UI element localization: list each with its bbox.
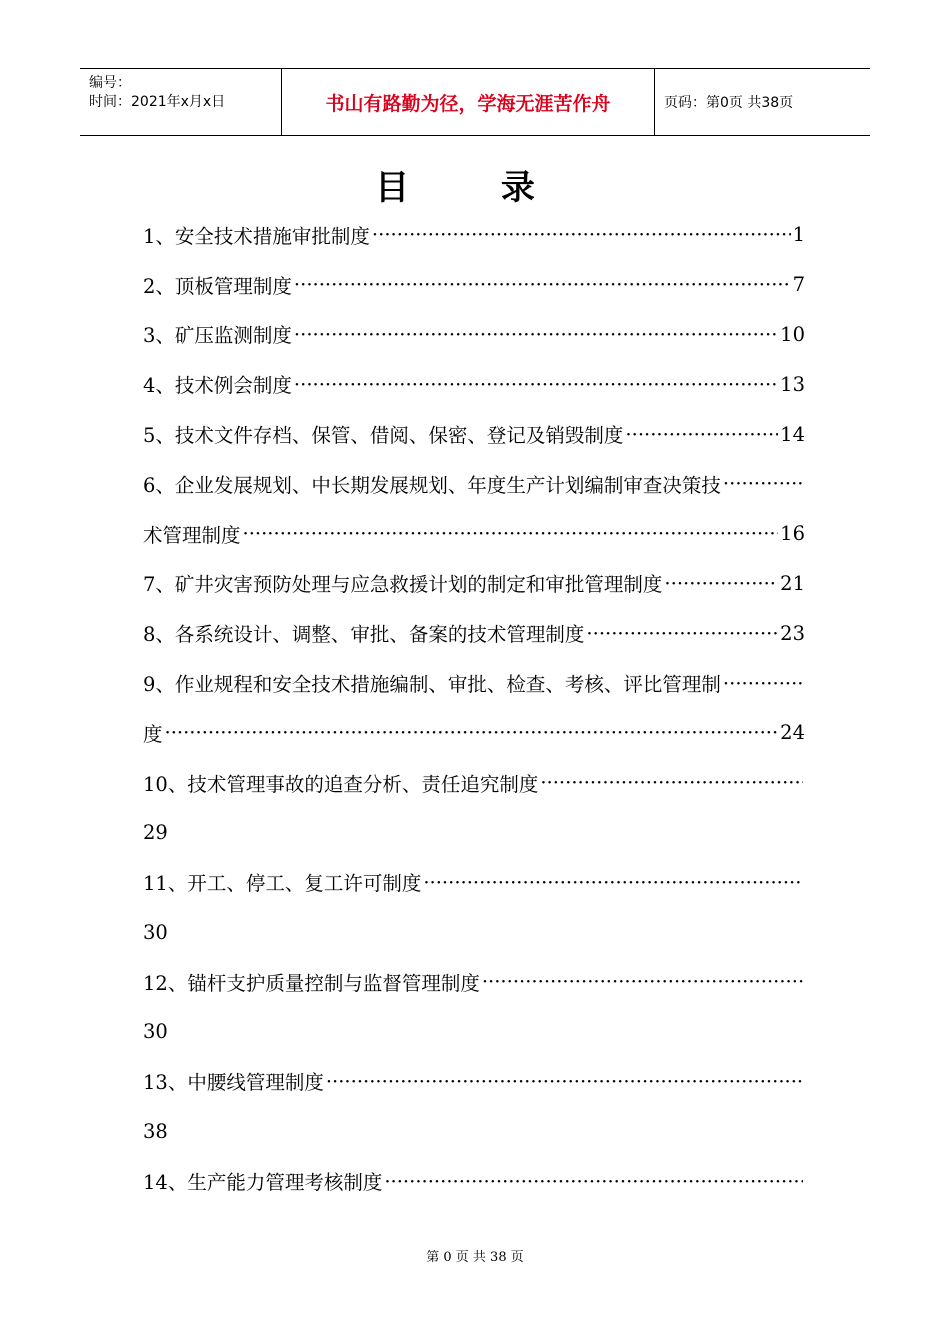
toc-page-number: 21 — [780, 571, 805, 595]
page-info: 页码：第0页 共38页 — [664, 95, 794, 111]
toc-entry[interactable] — [143, 260, 805, 310]
toc-entry[interactable] — [143, 907, 805, 957]
toc-page-number: 23 — [780, 621, 805, 645]
toc-entry[interactable] — [143, 409, 805, 459]
toc-entry-text: 12、锚杆支护质量控制与监督管理制度 — [143, 971, 480, 995]
toc-entry[interactable] — [143, 708, 805, 758]
header-table — [80, 68, 870, 136]
toc-entry[interactable] — [143, 658, 805, 708]
toc-entry-text: 2、顶板管理制度 — [143, 274, 292, 298]
toc-entry-text: 3、矿压监测制度 — [143, 324, 292, 348]
page-footer: 第 0 页 共 38 页 — [426, 1250, 524, 1265]
toc-entry-text: 1、安全技术措施审批制度 — [143, 224, 370, 248]
toc-entry-text: 6、企业发展规划、中长期发展规划、年度生产计划编制审查决策技 — [143, 473, 721, 497]
toc-entry-text: 术管理制度 — [143, 523, 241, 547]
toc-leader-dots — [243, 522, 779, 545]
toc-entry[interactable] — [143, 1007, 805, 1057]
toc-entry-text: 9、作业规程和安全技术措施编制、审批、检查、考核、评比管理制 — [143, 673, 721, 697]
toc-leader-dots — [294, 273, 791, 296]
time-label: 时间：2021年x月x日 — [89, 94, 226, 110]
toc-page-number: 14 — [780, 422, 805, 446]
toc-entry[interactable] — [143, 559, 805, 609]
toc-entry[interactable] — [143, 310, 805, 360]
toc-page-number: 16 — [780, 522, 805, 546]
toc-entry[interactable] — [143, 957, 805, 1007]
toc-entry-text: 30 — [143, 920, 168, 944]
toc-entry[interactable] — [143, 1106, 805, 1156]
motto: 书山有路勤为径，学海无涯苦作舟 — [282, 69, 655, 135]
toc-entry-text: 7、矿井灾害预防处理与应急救援计划的制定和审批管理制度 — [143, 573, 663, 597]
toc-page-number: 13 — [780, 372, 805, 396]
toc-page-number: 1 — [792, 223, 805, 247]
toc-entry[interactable] — [143, 509, 805, 559]
toc-leader-dots — [482, 970, 803, 993]
toc-leader-dots — [294, 373, 778, 396]
toc-entry-text: 38 — [143, 1119, 168, 1143]
toc-entry-text: 11、开工、停工、复工许可制度 — [143, 872, 422, 896]
toc-entry-text: 29 — [143, 820, 168, 844]
toc-entry-text: 13、中腰线管理制度 — [143, 1071, 324, 1095]
toc-leader-dots — [384, 1170, 803, 1193]
page-title: 目 录 — [375, 168, 575, 208]
toc-entry[interactable] — [143, 857, 805, 907]
toc-entry[interactable] — [143, 1057, 805, 1107]
toc-entry-text: 4、技术例会制度 — [143, 374, 292, 398]
header-meta-cell — [80, 69, 282, 135]
toc-entry-text: 8、各系统设计、调整、审批、备案的技术管理制度 — [143, 623, 585, 647]
toc-leader-dots — [664, 572, 778, 595]
toc-page-number: 10 — [780, 322, 805, 346]
toc-leader-dots — [372, 223, 791, 246]
toc-leader-dots — [294, 323, 778, 346]
table-of-contents — [143, 210, 805, 1206]
toc-entry-text: 14、生产能力管理考核制度 — [143, 1171, 383, 1195]
toc-leader-dots — [326, 1070, 803, 1093]
toc-entry-text: 5、技术文件存档、保管、借阅、保密、登记及销毁制度 — [143, 424, 624, 448]
toc-page-number: 24 — [780, 721, 805, 745]
toc-entry[interactable] — [143, 808, 805, 858]
toc-entry-text: 度 — [143, 722, 163, 746]
toc-entry[interactable] — [143, 210, 805, 260]
toc-leader-dots — [165, 721, 779, 744]
toc-entry[interactable] — [143, 1156, 805, 1206]
toc-entry-text: 30 — [143, 1020, 168, 1044]
toc-leader-dots — [423, 871, 803, 894]
toc-leader-dots — [723, 472, 803, 495]
toc-leader-dots — [540, 771, 803, 794]
toc-leader-dots — [586, 622, 778, 645]
toc-leader-dots — [723, 672, 803, 695]
toc-entry[interactable] — [143, 608, 805, 658]
serial-label: 编号： — [89, 75, 131, 91]
toc-page-number: 7 — [792, 273, 805, 297]
toc-entry[interactable] — [143, 459, 805, 509]
toc-entry-text: 10、技术管理事故的追查分析、责任追究制度 — [143, 772, 539, 796]
toc-leader-dots — [625, 423, 778, 446]
toc-entry[interactable] — [143, 359, 805, 409]
toc-entry[interactable] — [143, 758, 805, 808]
